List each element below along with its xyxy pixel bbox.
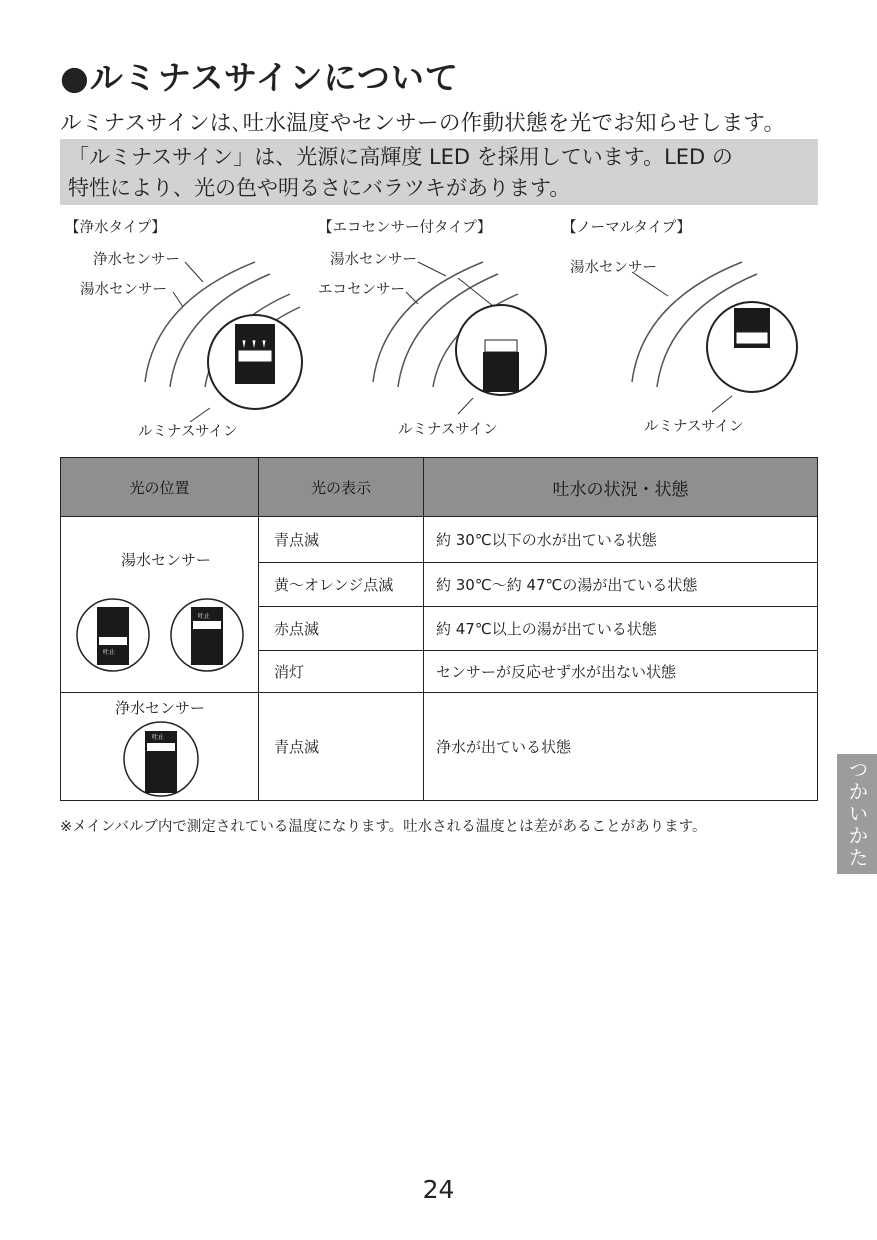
hotcold-sensor-cell (61, 517, 259, 693)
faucet-illustration (318, 212, 568, 452)
display-cell: 黄〜オレンジ点滅 (259, 563, 424, 607)
faucet-illustration (65, 212, 315, 452)
purify-sensor-label: 浄水センサー (93, 252, 180, 268)
notice-line-2: 特性により、光の色や明るさにバラツキがあります。 (68, 176, 571, 200)
svg-text:吐止: 吐止 (103, 649, 116, 656)
luminous-sign-caption: ルミナスサイン (644, 419, 744, 435)
header-water-state: 吐水の状況・状態 (424, 458, 818, 517)
figure-eco-type (318, 212, 568, 452)
header-light-position: 光の位置 (61, 458, 259, 517)
header-light-display: 光の表示 (259, 458, 424, 517)
hotcold-sensor-label: 湯水センサー (121, 551, 212, 569)
footnote: ※メインバルブ内で測定されている温度になります。吐水される温度とは差があることがあります。 (60, 819, 707, 835)
display-cell: 赤点滅 (259, 607, 424, 651)
purify-sensor-cell (61, 693, 259, 801)
figure-heading: 【浄水タイプ】 (65, 220, 166, 236)
hotcold-sensor-label: 湯水センサー (330, 252, 417, 268)
display-cell: 青点滅 (259, 693, 424, 801)
led-strip (736, 332, 768, 344)
state-cell: センサーが反応せず水が出ない状態 (424, 651, 818, 693)
faucet-illustration (562, 212, 812, 452)
led-strip (238, 350, 272, 362)
state-cell: 約 30℃以下の水が出ている状態 (424, 517, 818, 563)
luminous-sign-caption: ルミナスサイン (138, 424, 238, 440)
intro-text: ルミナスサインは､吐水温度やセンサーの作動状態を光でお知らせします。 (60, 111, 786, 136)
page-title: ●ルミナスサインについて (60, 58, 459, 97)
purify-sensor-icon (121, 719, 201, 799)
hotcold-sensor-icons (71, 597, 251, 693)
figure-normal-type (562, 212, 812, 452)
svg-text:吐止: 吐止 (152, 734, 165, 741)
page-number: 24 (422, 1175, 455, 1204)
display-cell: 消灯 (259, 651, 424, 693)
state-cell: 約 47℃以上の湯が出ている状態 (424, 607, 818, 651)
notice-line-1: 「ルミナスサイン」は、光源に高輝度 LED を採用しています。LED の (68, 145, 733, 169)
hotcold-sensor-label: 湯水センサー (570, 260, 657, 276)
figure-purify-type (65, 212, 315, 452)
state-cell: 浄水が出ている状態 (424, 693, 818, 801)
led-notice (60, 139, 818, 205)
eco-sensor-label: エコセンサー (318, 282, 405, 298)
svg-text:吐止: 吐止 (198, 613, 211, 620)
figure-heading: 【ノーマルタイプ】 (562, 220, 691, 236)
side-tab-usage[interactable]: つかいかた (837, 754, 877, 874)
luminous-sign-table (60, 457, 818, 801)
figure-heading: 【エコセンサー付タイプ】 (318, 220, 492, 236)
state-cell: 約 30℃〜約 47℃の湯が出ている状態 (424, 563, 818, 607)
display-cell: 青点滅 (259, 517, 424, 563)
led-strip (485, 340, 517, 352)
luminous-sign-caption: ルミナスサイン (398, 422, 498, 438)
purify-sensor-label: 浄水センサー (115, 699, 206, 717)
hotcold-sensor-label: 湯水センサー (80, 282, 167, 298)
sensor-window (483, 352, 519, 392)
